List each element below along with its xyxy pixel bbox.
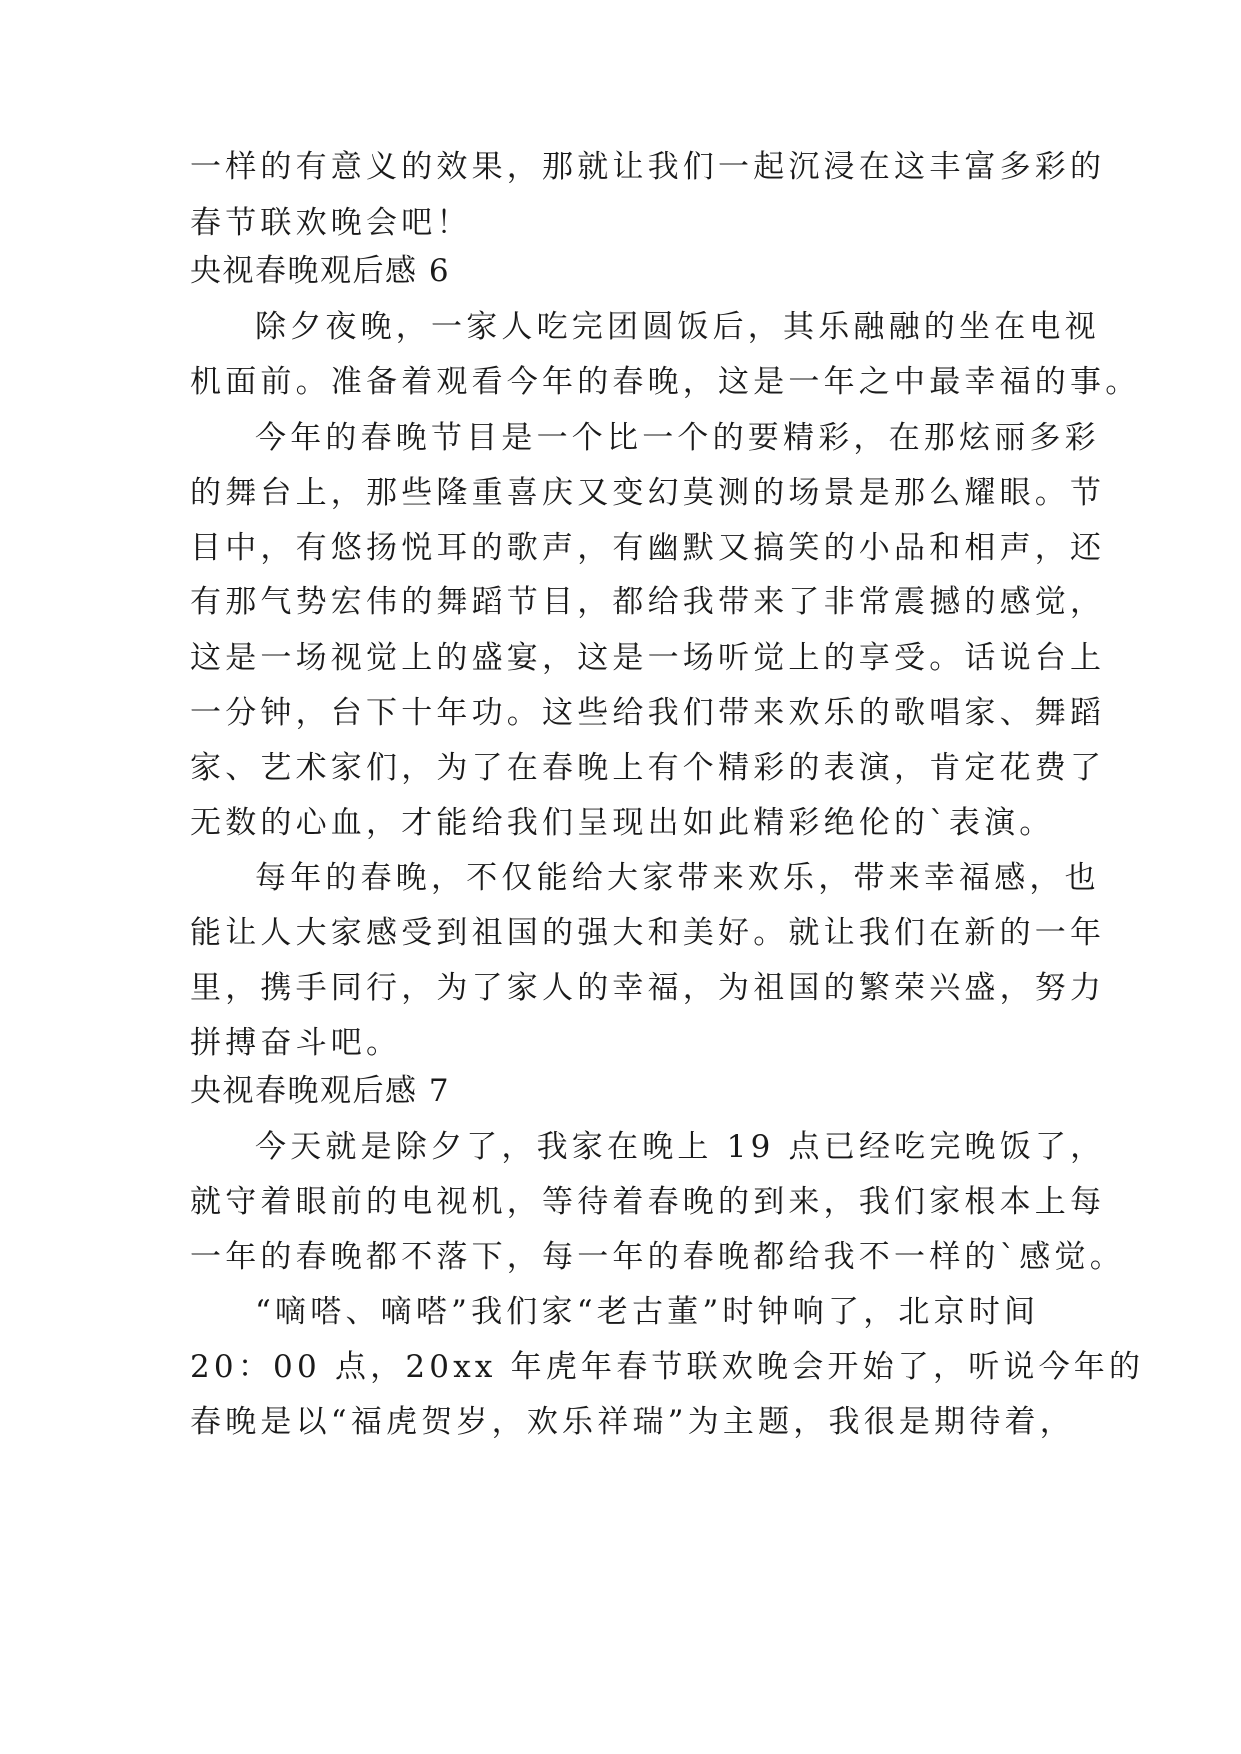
body-text-line: 的舞台上，那些隆重喜庆又变幻莫测的场景是那么耀眼。节 — [190, 475, 1106, 511]
body-text-line: 家、艺术家们，为了在春晚上有个精彩的表演，肯定花费了 — [190, 750, 1106, 786]
body-text-line: 目中，有悠扬悦耳的歌声，有幽默又搞笑的小品和相声，还 — [190, 530, 1106, 566]
body-text-line: 拼搏奋斗吧。 — [190, 1025, 402, 1061]
paragraph-first-line: 除夕夜晚，一家人吃完团圆饭后，其乐融融的坐在电视 — [255, 309, 1100, 345]
body-text-line: 就守着眼前的电视机，等待着春晚的到来，我们家根本上每 — [190, 1184, 1106, 1220]
body-text-line: 一样的有意义的效果，那就让我们一起沉浸在这丰富多彩的 — [190, 149, 1106, 185]
body-text-line: 里，携手同行，为了家人的幸福，为祖国的繁荣兴盛，努力 — [190, 970, 1106, 1006]
paragraph-first-line: 今年的春晚节目是一个比一个的要精彩，在那炫丽多彩 — [255, 420, 1100, 456]
body-text-line: 无数的心血，才能给我们呈现出如此精彩绝伦的`表演。 — [190, 805, 1055, 841]
paragraph-first-line: “嘀嗒、嘀嗒”我们家“老古董”时钟响了，北京时间 — [255, 1294, 1040, 1330]
body-text-line: 一年的春晚都不落下，每一年的春晚都给我不一样的`感觉。 — [190, 1239, 1125, 1275]
body-text-line: 机面前。准备着观看今年的春晚，这是一年之中最幸福的事。 — [190, 364, 1141, 400]
body-text-line: 春节联欢晚会吧！ — [190, 205, 472, 241]
section-heading: 央视春晚观后感 6 — [190, 253, 451, 289]
body-text-line: 这是一场视觉上的盛宴，这是一场听觉上的享受。话说台上 — [190, 640, 1106, 676]
paragraph-first-line: 每年的春晚，不仅能给大家带来欢乐，带来幸福感，也 — [255, 860, 1100, 896]
body-text-line: 能让人大家感受到祖国的强大和美好。就让我们在新的一年 — [190, 915, 1106, 951]
body-text-line: 一分钟，台下十年功。这些给我们带来欢乐的歌唱家、舞蹈 — [190, 695, 1106, 731]
section-heading: 央视春晚观后感 7 — [190, 1073, 451, 1109]
body-text-line: 春晚是以“福虎贺岁，欢乐祥瑞”为主题，我很是期待着， — [190, 1404, 1075, 1440]
body-text-line: 有那气势宏伟的舞蹈节目，都给我带来了非常震撼的感觉， — [190, 584, 1106, 620]
paragraph-first-line: 今天就是除夕了，我家在晚上 19 点已经吃完晚饭了， — [255, 1129, 1106, 1165]
body-text-line: 20：00 点，20xx 年虎年春节联欢晚会开始了，听说今年的 — [190, 1349, 1145, 1385]
